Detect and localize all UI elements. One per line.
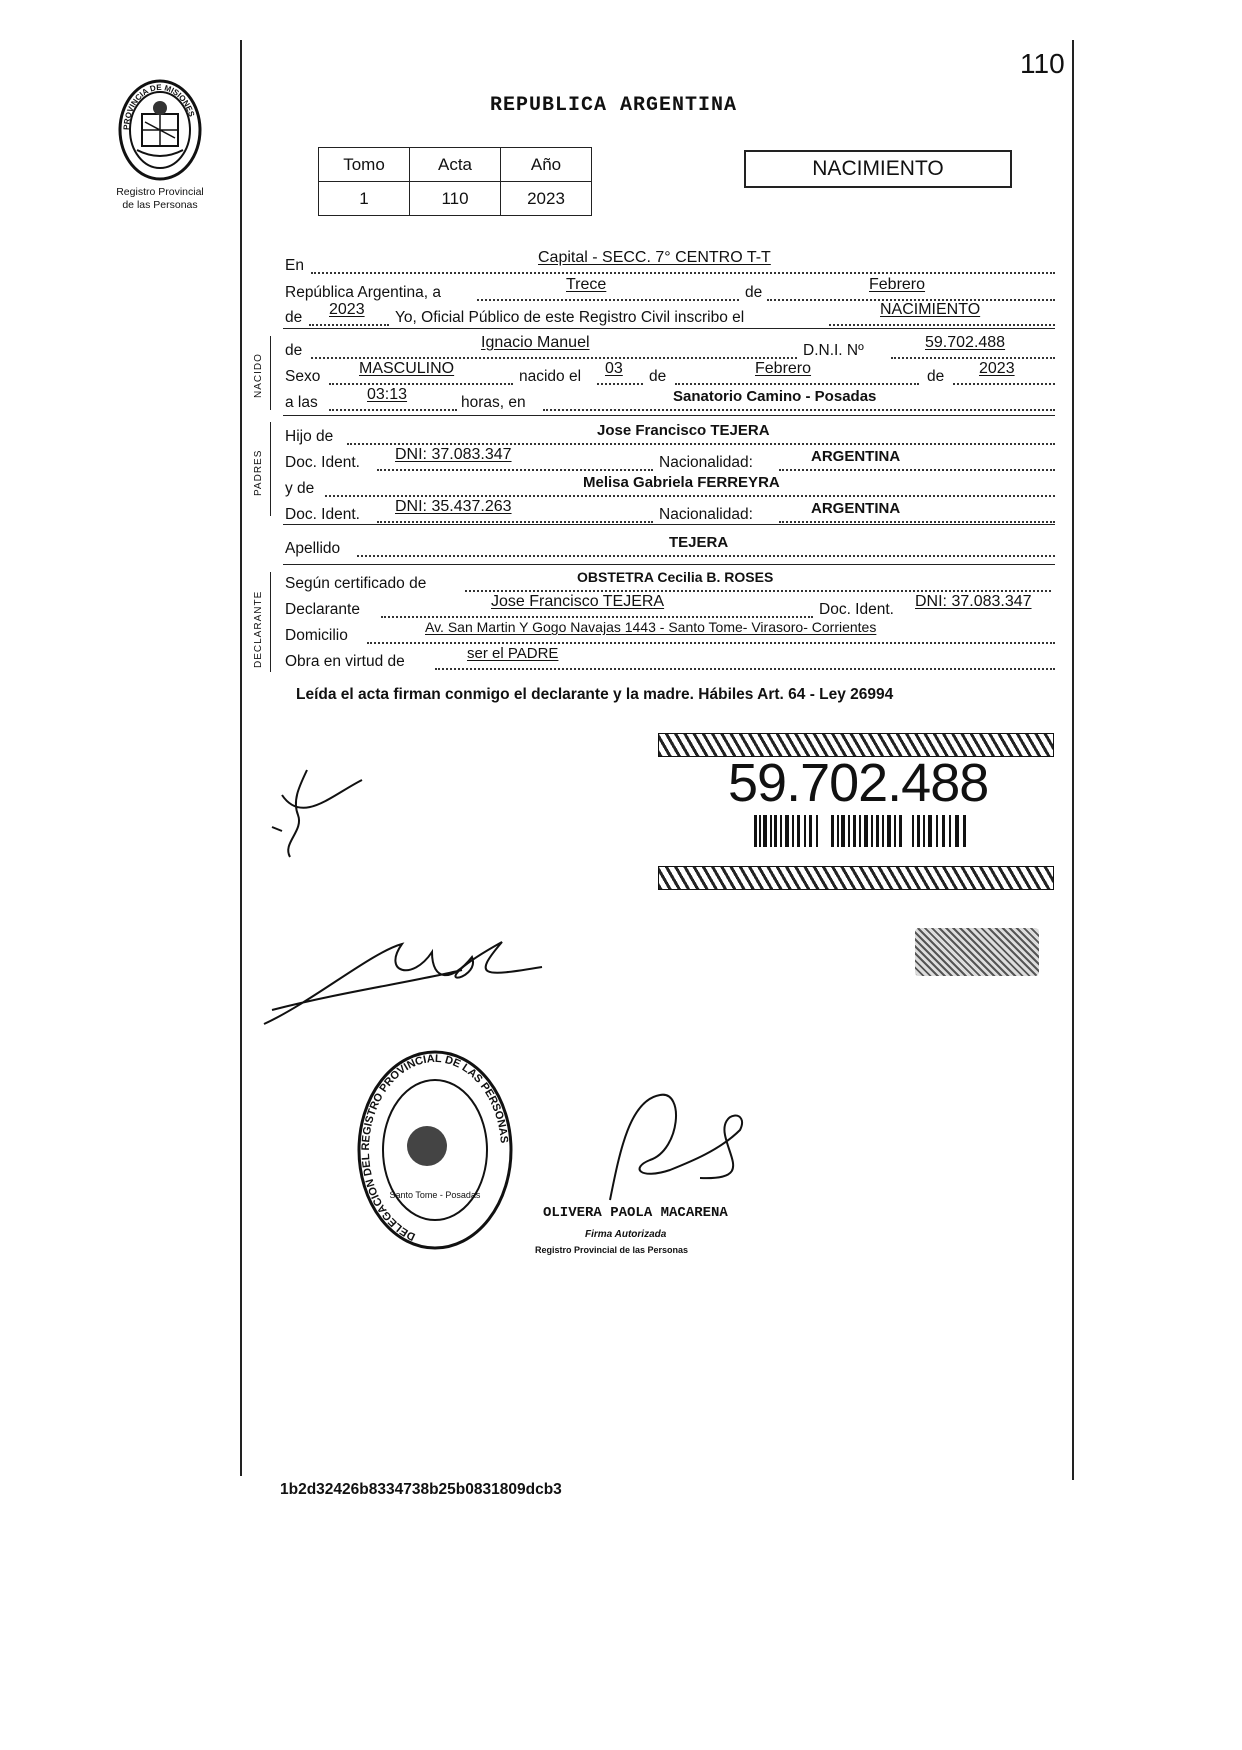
signature-oficial-publico-icon [590,1090,760,1220]
right-margin-line [1072,40,1074,1480]
signature-declarante-icon [262,922,552,1032]
horas-label: horas, en [461,394,526,411]
dia-value: Trece [566,276,607,293]
nac-dia-value: 03 [605,360,623,377]
inscribo-value: NACIMIENTO [880,301,981,318]
padre-nacionalidad-label: Nacionalidad: [659,454,753,471]
declarante-bracket [270,572,271,672]
hijo-label: Hijo de [285,428,334,445]
padre-doc-value: DNI: 37.083.347 [395,446,512,463]
field-apellido-row [285,534,1055,562]
madre-doc-value: DNI: 35.437.263 [395,498,512,515]
madre-nacionalidad-label: Nacionalidad: [659,506,753,523]
obra-label: Obra en virtud de [285,653,405,670]
field-en-row [285,249,1055,279]
field-obra-row [285,645,1055,675]
sticker-bottom-band [658,866,1054,890]
field-hora-row [285,386,1055,416]
page-number: 110 [1020,48,1065,79]
table-header-row [319,148,592,182]
padre-docident-label: Doc. Ident. [285,454,360,471]
nombre-value: Ignacio Manuel [481,334,590,351]
padre-nac-value: ARGENTINA [811,448,901,465]
stamp-official-name: OLIVERA PAOLA MACARENA [543,1205,728,1221]
inscribo-label: Yo, Oficial Público de este Registro Civil inscribo el [395,309,745,326]
domicilio-value: Av. San Martin Y Gogo Navajas 1443 - Santo Tome- Virasoro- Corrientes [425,619,877,635]
anio-value: 2023 [501,182,592,216]
field-padre-doc-row [285,446,1055,476]
nac-mes-value: Febrero [755,360,812,377]
country-title: REPUBLICA ARGENTINA [490,94,738,117]
declarante-docident-label: Doc. Ident. [819,601,894,618]
en-label: En [285,257,304,274]
nac-anio-value: 2023 [979,360,1015,377]
domicilio-label: Domicilio [285,627,348,644]
left-margin-line [240,40,242,1476]
yde-label: y de [285,480,315,497]
de-label: de [745,284,763,301]
dni-value: 59.702.488 [925,334,1006,351]
sexo-value: MASCULINO [359,360,455,377]
nacido-bracket [270,336,271,410]
madre-nac-value: ARGENTINA [811,500,901,517]
col-tomo-header: Tomo [319,148,410,182]
sexo-label: Sexo [285,368,321,385]
section-divider [283,564,1055,565]
registration-table [318,147,592,216]
anio-value-text: 2023 [329,301,365,318]
official-round-stamp [355,1048,515,1263]
republica-label: República Argentina, a [285,284,441,301]
padres-side-label: PADRES [253,449,264,496]
en-value: Capital - SECC. 7° CENTRO T-T [538,249,771,266]
padre-value: Jose Francisco TEJERA [597,422,770,439]
dni-label: D.N.I. Nº [803,342,864,359]
field-domicilio-row [285,619,1055,649]
mes-value: Febrero [869,276,926,293]
coat-of-arms-icon [117,78,203,182]
document-hash: 1b2d32426b8334738b25b0831809dcb3 [280,1481,562,1498]
padres-bracket [270,422,271,516]
col-anio-header: Año [501,148,592,182]
signature-official-icon [262,765,372,865]
declarante-doc-value: DNI: 37.083.347 [915,593,1032,610]
stamp-official-role: Firma Autorizada [585,1229,667,1240]
stamp-inner-text: Santo Tome - Posadas [389,1190,481,1200]
acta-value: 110 [410,182,501,216]
apellido-label: Apellido [285,540,341,557]
declarante-side-label: DECLARANTE [253,590,264,668]
nacido-side-label: NACIDO [253,353,264,398]
provincial-seal [104,78,216,212]
certificado-value: OBSTETRA Cecilia B. ROSES [577,569,774,585]
lugar-value: Sanatorio Camino - Posadas [673,388,877,405]
declarante-value: Jose Francisco TEJERA [491,593,665,610]
de4-label: de [649,368,667,385]
alas-label: a las [285,394,318,411]
tomo-value: 1 [319,182,410,216]
validation-stamp [915,928,1039,976]
de3-label: de [285,342,303,359]
barcode-icon [752,815,972,847]
sticker-dni-number: 59.702.488 [728,753,989,813]
de5-label: de [927,368,945,385]
stamp-ring-text: DELEGACION DEL REGISTRO PROVINCIAL DE LAS PERSONAS [359,1052,510,1243]
madre-value: Melisa Gabriela FERREYRA [583,474,780,491]
de2-label: de [285,309,303,326]
col-acta-header: Acta [410,148,501,182]
closing-statement: Leída el acta firman conmigo el declarante y la madre. Hábiles Art. 64 - Ley 26994 [296,686,894,703]
hora-value: 03:13 [367,386,408,403]
seal-caption-line1: Registro Provincial [116,186,204,198]
nacido-label: nacido el [519,368,582,385]
declarante-label: Declarante [285,601,360,618]
segun-label: Según certificado de [285,575,427,592]
apellido-value: TEJERA [669,534,729,551]
obra-value: ser el PADRE [467,645,559,662]
seal-ring-text: PROVINCIA DE MISIONES [121,82,197,131]
stamp-official-office: Registro Provincial de las Personas [535,1245,689,1255]
section-divider [283,328,1055,329]
madre-docident-label: Doc. Ident. [285,506,360,523]
section-divider [283,415,1055,416]
section-divider [283,524,1055,525]
act-type-box: NACIMIENTO [744,150,1012,188]
table-row [319,182,592,216]
seal-caption-line2: de las Personas [122,199,198,211]
